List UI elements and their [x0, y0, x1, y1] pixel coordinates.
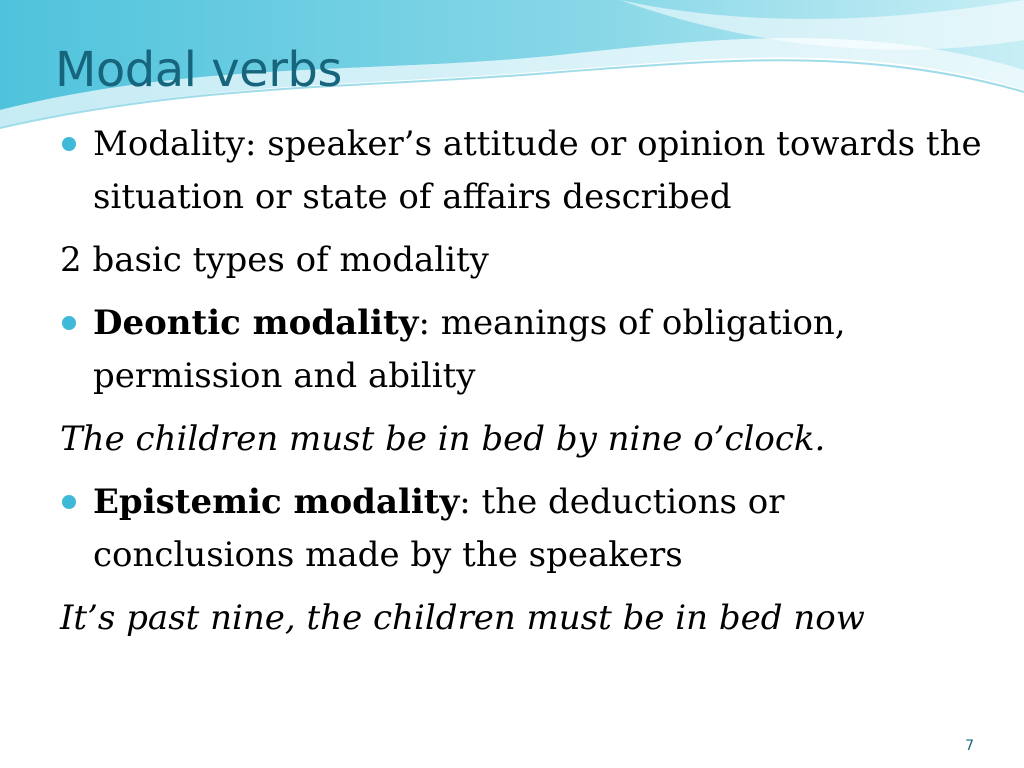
page-number: 7 [965, 738, 974, 754]
slide-title: Modal verbs [55, 42, 342, 98]
term-epistemic: Epistemic modality [93, 482, 460, 522]
bullet-text: : the deductions or conclusions made by the speakers [93, 482, 785, 575]
bullet-item-epistemic [60, 476, 990, 582]
bullet-dot-icon [62, 137, 76, 151]
bullet-dot-icon [62, 316, 76, 330]
bullet-text: Modality: speaker’s attitude or opinion towards the situation or state of affairs described [93, 124, 982, 217]
bullet-item-modality [60, 118, 990, 224]
example-deontic: The children must be in bed by nine o’clock. [60, 419, 826, 459]
types-line: 2 basic types of modality [60, 240, 489, 280]
bullet-item-deontic [60, 297, 990, 403]
bullet-dot-icon [62, 495, 76, 509]
slide-body [60, 118, 990, 655]
term-deontic: Deontic modality [93, 303, 419, 343]
example-epistemic: It’s past nine, the children must be in bed now [60, 598, 865, 638]
bullet-text: : meanings of obligation, permission and ability [93, 303, 846, 396]
